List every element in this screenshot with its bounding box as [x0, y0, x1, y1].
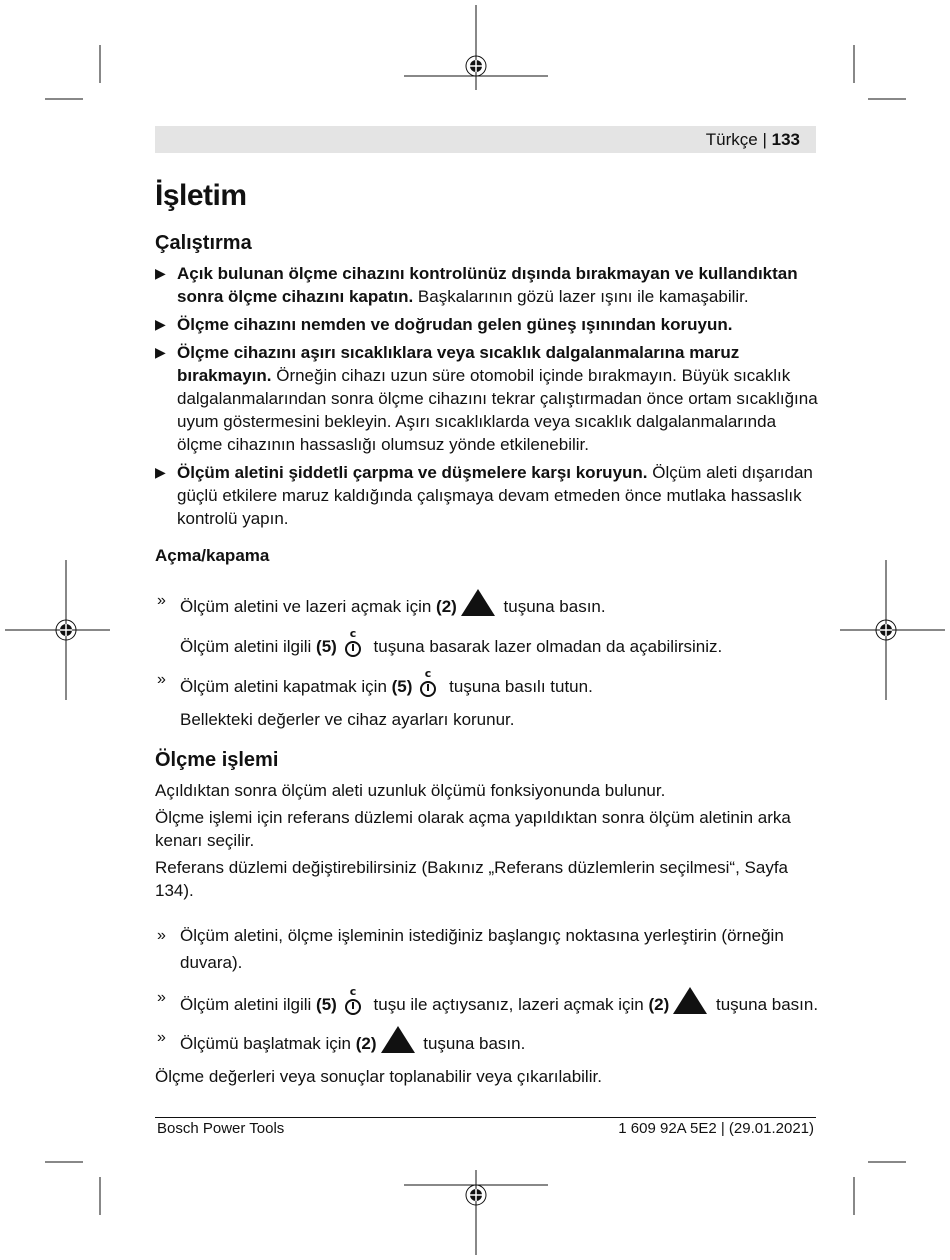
double-chevron-icon: » [157, 671, 166, 688]
step-text: Ölçüm aletini ilgili [180, 995, 317, 1014]
section-heading-measure: Ölçme işlemi [155, 749, 279, 771]
svg-text:c: c [349, 986, 357, 998]
warning-bold: Ölçme cihazını nemden ve doğrudan gelen güneş ışınından koruyun. [177, 315, 733, 334]
step-item [155, 986, 820, 1016]
triangle-button-icon [673, 987, 707, 1014]
step-note [155, 628, 820, 658]
step-text: tuşuna basın. [498, 597, 606, 616]
step-item [155, 589, 820, 618]
main-content [155, 170, 820, 1092]
warning-bold: Ölçme cihazını aşırı sıcaklıklara veya sıcaklık dalgalanmalarına maruz bırakmayın. [177, 343, 740, 385]
step-item [155, 1026, 820, 1055]
ref-number: (2) [355, 1034, 377, 1053]
warning-text: Ölçüm aleti dışarıdan güçlü etkilere maruz kaldığında çalışmaya devam etmeden önce mutlaka hassaslık kontrolü yapın. [177, 463, 813, 528]
paragraph: Açıldıktan sonra ölçüm aleti uzunluk ölçümü fonksiyonunda bulunur. [155, 781, 666, 800]
double-chevron-icon: » [157, 927, 166, 944]
power-c-icon [418, 668, 438, 698]
footer-rule [155, 1117, 816, 1118]
paragraph: Referans düzlemi değiştirebilirsiniz (Bakınız „Referans düzlemlerin seçilmesi“, Sayfa 134). [155, 858, 789, 900]
step-text: Ölçümü başlatmak için [180, 1034, 356, 1053]
note-text: Ölçüm aletini ilgili [180, 637, 317, 656]
triangle-right-icon: ▶ [155, 316, 166, 332]
ref-number: (5) [316, 995, 337, 1014]
step-note: Bellekteki değerler ve cihaz ayarları korunur. [180, 710, 515, 729]
warning-item [155, 341, 820, 456]
footer-brand: Bosch Power Tools [157, 1120, 285, 1137]
step-text: tuşuna basın. [711, 995, 819, 1014]
power-c-icon [343, 986, 363, 1016]
triangle-right-icon: ▶ [155, 344, 166, 360]
step-text: tuşuna basılı tutun. [444, 677, 593, 696]
triangle-button-icon [461, 589, 495, 616]
page-title: İşletim [155, 179, 247, 212]
warning-item [155, 313, 820, 336]
warning-bold: Ölçüm aletini şiddetli çarpma ve düşmelere karşı koruyun. [177, 463, 648, 482]
power-c-icon [343, 628, 363, 658]
triangle-button-icon [381, 1026, 415, 1053]
step-text: Ölçüm aletini ve lazeri açmak için [180, 597, 437, 616]
step-text: tuşu ile açtıysanız, lazeri açmak için [368, 995, 649, 1014]
footer-doc-number: 1 609 92A 5E2 | (29.01.2021) [618, 1120, 814, 1137]
step-text: Ölçüm aletini kapatmak için [180, 677, 392, 696]
paragraph: Ölçme işlemi için referans düzlemi olarak açma yapıldıktan sonra ölçüm aletinin arka kenarı seçilir. [155, 808, 791, 850]
closing-paragraph: Ölçme değerleri veya sonuçlar toplanabilir veya çıkarılabilir. [155, 1067, 602, 1086]
double-chevron-icon: » [157, 989, 166, 1006]
ref-number: (5) [316, 637, 337, 656]
warning-text: Örneğin cihazı uzun süre otomobil içinde bırakmayın. Büyük sıcaklık dalgalanmalarından sonra ölçme cihazını tekrar çalıştırmadan önce ortam sıcaklığına uyum göstermesini bekleyin. Aşırı sıcaklıklarda veya sıcaklık dalgalanmalarında ölçme cihazının hassaslığı olumsuz yönde etkilenebilir. [177, 366, 818, 454]
warning-item [155, 262, 820, 308]
svg-text:c: c [425, 668, 432, 680]
header-language: Türkçe [705, 130, 758, 149]
page-number: 133 [771, 130, 800, 149]
double-chevron-icon: » [157, 1029, 166, 1046]
warning-list [155, 262, 820, 530]
warning-bold: Açık bulunan ölçme cihazını kontrolünüz dışında bırakmayan ve kullandıktan sonra ölçme cihazını kapatın. [177, 264, 798, 306]
header-label: Türkçe | 133 [705, 130, 800, 149]
note-text: tuşuna basarak lazer olmadan da açabilirsiniz. [368, 637, 723, 656]
page-header [155, 126, 816, 153]
ref-number: (5) [391, 677, 413, 696]
triangle-right-icon: ▶ [155, 265, 166, 281]
step-item [155, 668, 820, 698]
step-text: tuşuna basın. [418, 1034, 526, 1053]
section-heading-start: Çalıştırma [155, 232, 252, 254]
section-heading-onoff: Açma/kapama [155, 546, 270, 565]
warning-item [155, 461, 820, 530]
ref-number: (2) [648, 995, 670, 1014]
triangle-right-icon: ▶ [155, 464, 166, 480]
onoff-steps [155, 589, 820, 731]
warning-text: Başkalarının gözü lazer ışını ile kamaşabilir. [413, 287, 749, 306]
svg-text:c: c [349, 628, 357, 640]
double-chevron-icon: » [157, 592, 166, 609]
step-item [155, 922, 820, 976]
ref-number: (2) [436, 597, 457, 616]
step-text: Ölçüm aletini, ölçme işleminin istediğiniz başlangıç noktasına yerleştirin (örneğin duvara). [180, 926, 784, 972]
measure-steps [155, 922, 820, 1055]
